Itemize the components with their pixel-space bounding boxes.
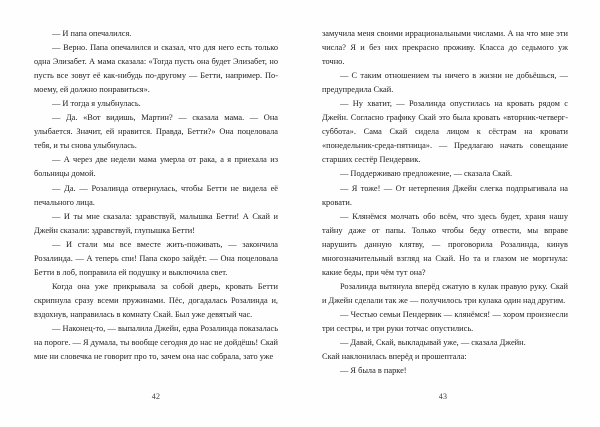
paragraph: замучила меня своими иррациональными числами. А на что мне эти числа? Я и без них прекрасно проживу. Класса до седьмого уж точно.	[322, 29, 568, 67]
paragraph: — Я была в парке!	[340, 366, 407, 376]
page-right	[300, 0, 600, 427]
paragraph: Когда она уже прикрывала за собой дверь, кровать Бетти скрипнула сразу всеми пружинами. Пёс, догадалась Розалинда и, вздохнув, направилась в комнату Скай. Был уже девятый час.	[34, 281, 278, 319]
paragraph: — Поддерживаю предложение, — сказала Скай.	[340, 169, 513, 179]
page-left-textblock	[34, 27, 278, 364]
page-right-folio: 43	[438, 392, 448, 401]
paragraph: Розалинда вытянула вперёд сжатую в кулак правую руку. Скай и Джейн сделали так же — получилось три кулака один над другим.	[322, 281, 568, 305]
paragraph: Скай наклонилась вперёд и прошептала:	[322, 352, 467, 362]
paragraph: — А через две недели мама умерла от рака, а я приехала из больницы домой.	[34, 155, 278, 179]
paragraph: — Ну хватит, — Розалинда опустилась на кровать рядом с Джейн. Согласно графику Скай это была кровать «вторник-четверг-суббота». Сама Скай сидела лицом к сёстрам на кровати «понедельник-среда-пятница». — Предлагаю начать совещание старших сестёр Пендервик.	[322, 99, 568, 165]
paragraph: — Я тоже! — От нетерпения Джейн слегка подпрыгивала на кровати.	[322, 183, 568, 207]
paragraph: — Честью семьи Пендервик — клянёмся! — хором произнесли три сестры, и три руки тотчас опустились.	[322, 309, 568, 333]
paragraph: — Наконец-то, — выпалила Джейн, едва Розалинда показалась на пороге. — Я думала, ты вообще сегодня до нас не дойдёшь! Скай мне ни словечка не говорит про то, зачем она нас собрала, зато уже	[34, 323, 278, 362]
page-right-textblock	[322, 27, 568, 378]
paragraph: — Верно. Папа опечалился и сказал, что для него есть только одна Элизабет. А мама сказала: «Тогда пусть она будет Элизабет, но пусть все зовут её как-нибудь по-другому — Бетти, например. По-моему, ей должно понравиться».	[34, 43, 278, 95]
paragraph: — Клянёмся молчать обо всём, что здесь будет, храня нашу тайну даже от папы. Только чтобы беду отвести, мы вправе нарушить данную клятву, — проговорила Розалинда, кинув многозначительный взгляд на Скай. Но та и глазом не моргнула: какие беды, при чём тут она?	[322, 211, 568, 277]
paragraph: — Да. «Вот видишь, Мартин? — сказала мама. — Она улыбается. Значит, ей нравится. Правда, Бетти?» Она поцеловала тебя, и ты снова улыбнулась.	[34, 113, 278, 151]
paragraph: — И ты мне сказала: здравствуй, малышка Бетти! А Скай и Джейн сказали: здравствуй, глупышка Бетти!	[34, 211, 278, 235]
paragraph: — С таким отношением ты ничего в жизни не добьёшься, — предупредила Скай.	[322, 71, 568, 95]
paragraph: — Давай, Скай, выкладывай уже, — сказала Джейн.	[340, 338, 526, 348]
page-left-folio: 42	[151, 392, 161, 401]
paragraph: — И стали мы все вместе жить-поживать, — закончила Розалинда. — А теперь спи! Папа скоро зайдёт. — Она поцеловала Бетти в лоб, поправила ей подушку и выключила свет.	[34, 239, 278, 277]
paragraph: — И папа опечалился.	[52, 29, 132, 38]
paragraph: — И тогда я улыбнулась.	[52, 99, 141, 109]
paragraph: — Да. — Розалинда отвернулась, чтобы Бетти не видела её печального лица.	[34, 183, 278, 207]
